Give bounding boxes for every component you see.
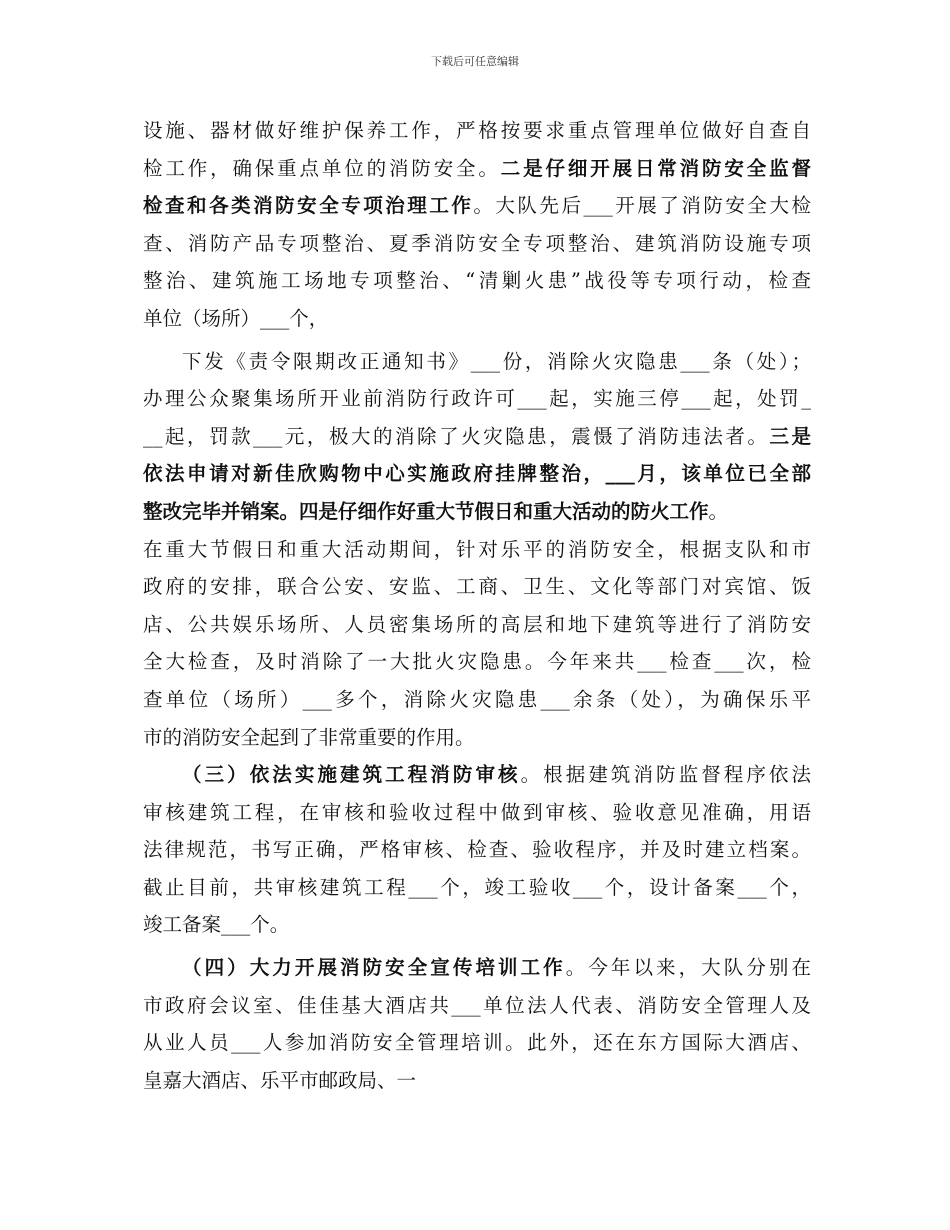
text-line	[143, 681, 811, 719]
text-line	[143, 1024, 811, 1062]
document-body	[143, 112, 811, 1099]
body-text: 政府的安排，联合公安、安监、工商、卫生、文化等部门对宾馆、饭	[143, 575, 811, 599]
bold-text: 整改完毕并销案。四是仔细作好重大节假日和重大活动的防火工作	[143, 499, 709, 523]
body-text: 查单位（场所）___多个，消除火灾隐患___余条（处），为确保乐平	[143, 687, 811, 711]
text-line	[143, 756, 811, 794]
text-line	[143, 225, 811, 263]
text-line	[143, 418, 811, 456]
text-line	[143, 719, 811, 757]
text-line	[143, 643, 811, 681]
text-line	[143, 343, 811, 381]
text-line	[143, 831, 811, 869]
body-text: 单位（场所）___个，	[143, 306, 329, 330]
body-text: 从业人员___人参加消防安全管理培训。此外，还在东方国际大酒店、	[143, 1031, 811, 1055]
body-text: 市的消防安全起到了非常重要的作用。	[143, 725, 475, 749]
body-text: 设施、器材做好维护保养工作，严格按要求重点管理单位做好自查自	[143, 119, 811, 142]
text-line	[143, 606, 811, 644]
text-line	[143, 455, 811, 493]
text-line	[143, 262, 811, 300]
bold-text: 三是	[769, 424, 811, 448]
body-text: 下发《责令限期改正通知书》___份，消除火灾隐患___条（处）；	[182, 349, 811, 373]
bold-text: 二是仔细开展日常消防安全监督	[500, 156, 811, 180]
text-line	[143, 112, 811, 150]
text-line	[143, 531, 811, 569]
text-line	[143, 949, 811, 987]
body-text: 检工作，确保重点单位的消防安全。	[143, 156, 501, 180]
text-line	[143, 187, 811, 225]
body-text: 市政府会议室、佳佳基大酒店共___单位法人代表、消防安全管理人及	[143, 993, 811, 1017]
text-line	[143, 1062, 811, 1100]
bold-text: 依法申请对新佳欣购物中心实施政府挂牌整治，___月，该单位已全部	[143, 462, 811, 486]
text-line	[143, 906, 811, 944]
body-text: 在重大节假日和重大活动期间，针对乐平的消防安全，根据支队和市	[143, 537, 811, 561]
text-line	[143, 300, 811, 338]
text-line	[143, 794, 811, 832]
text-line	[143, 150, 811, 188]
body-text: 整治、建筑施工场地专项整治、“清剿火患”战役等专项行动，检查	[143, 269, 811, 293]
page-header: 下载后可任意编辑	[431, 55, 519, 68]
text-line	[143, 380, 811, 418]
bold-text: （三）依法实施建筑工程消防审核	[182, 763, 521, 787]
text-line	[143, 493, 811, 531]
text-line	[143, 568, 811, 606]
body-text: 截止目前，共审核建筑工程___个，竣工验收___个，设计备案___个，	[143, 875, 811, 899]
body-text: __起，罚款___元，极大的消除了火灾隐患，震慑了消防违法者。	[143, 424, 770, 448]
body-text: 。根据建筑消防监督程序依法	[520, 763, 811, 787]
body-text: 法律规范，书写正确，严格审核、检查、验收程序，并及时建立档案。	[143, 838, 811, 862]
bold-text: （四）大力开展消防安全宣传培训工作	[182, 956, 566, 980]
body-text: 店、公共娱乐场所、人员密集场所的高层和地下建筑等进行了消防安	[143, 612, 811, 636]
body-text: 。今年以来，大队分别在	[565, 956, 811, 980]
body-text: 竣工备案___个。	[143, 913, 290, 937]
body-text: 办理公众聚集场所开业前消防行政许可___起，实施三停___起，处罚_	[143, 387, 811, 411]
body-text: 。大队先后___开展了消防安全大检	[473, 194, 811, 218]
body-text: 审核建筑工程，在审核和验收过程中做到审核、验收意见准确，用语	[143, 800, 811, 824]
body-text: 皇嘉大酒店、乐平市邮政局、一	[143, 1068, 417, 1092]
bold-text: 检查和各类消防安全专项治理工作	[143, 194, 474, 218]
text-line	[143, 987, 811, 1025]
body-text: 查、消防产品专项整治、夏季消防安全专项整治、建筑消防设施专项	[143, 231, 811, 255]
text-line	[143, 869, 811, 907]
body-text: 全大检查，及时消除了一大批火灾隐患。今年来共___检查___次，检	[143, 650, 811, 674]
body-text: 。	[708, 499, 729, 523]
